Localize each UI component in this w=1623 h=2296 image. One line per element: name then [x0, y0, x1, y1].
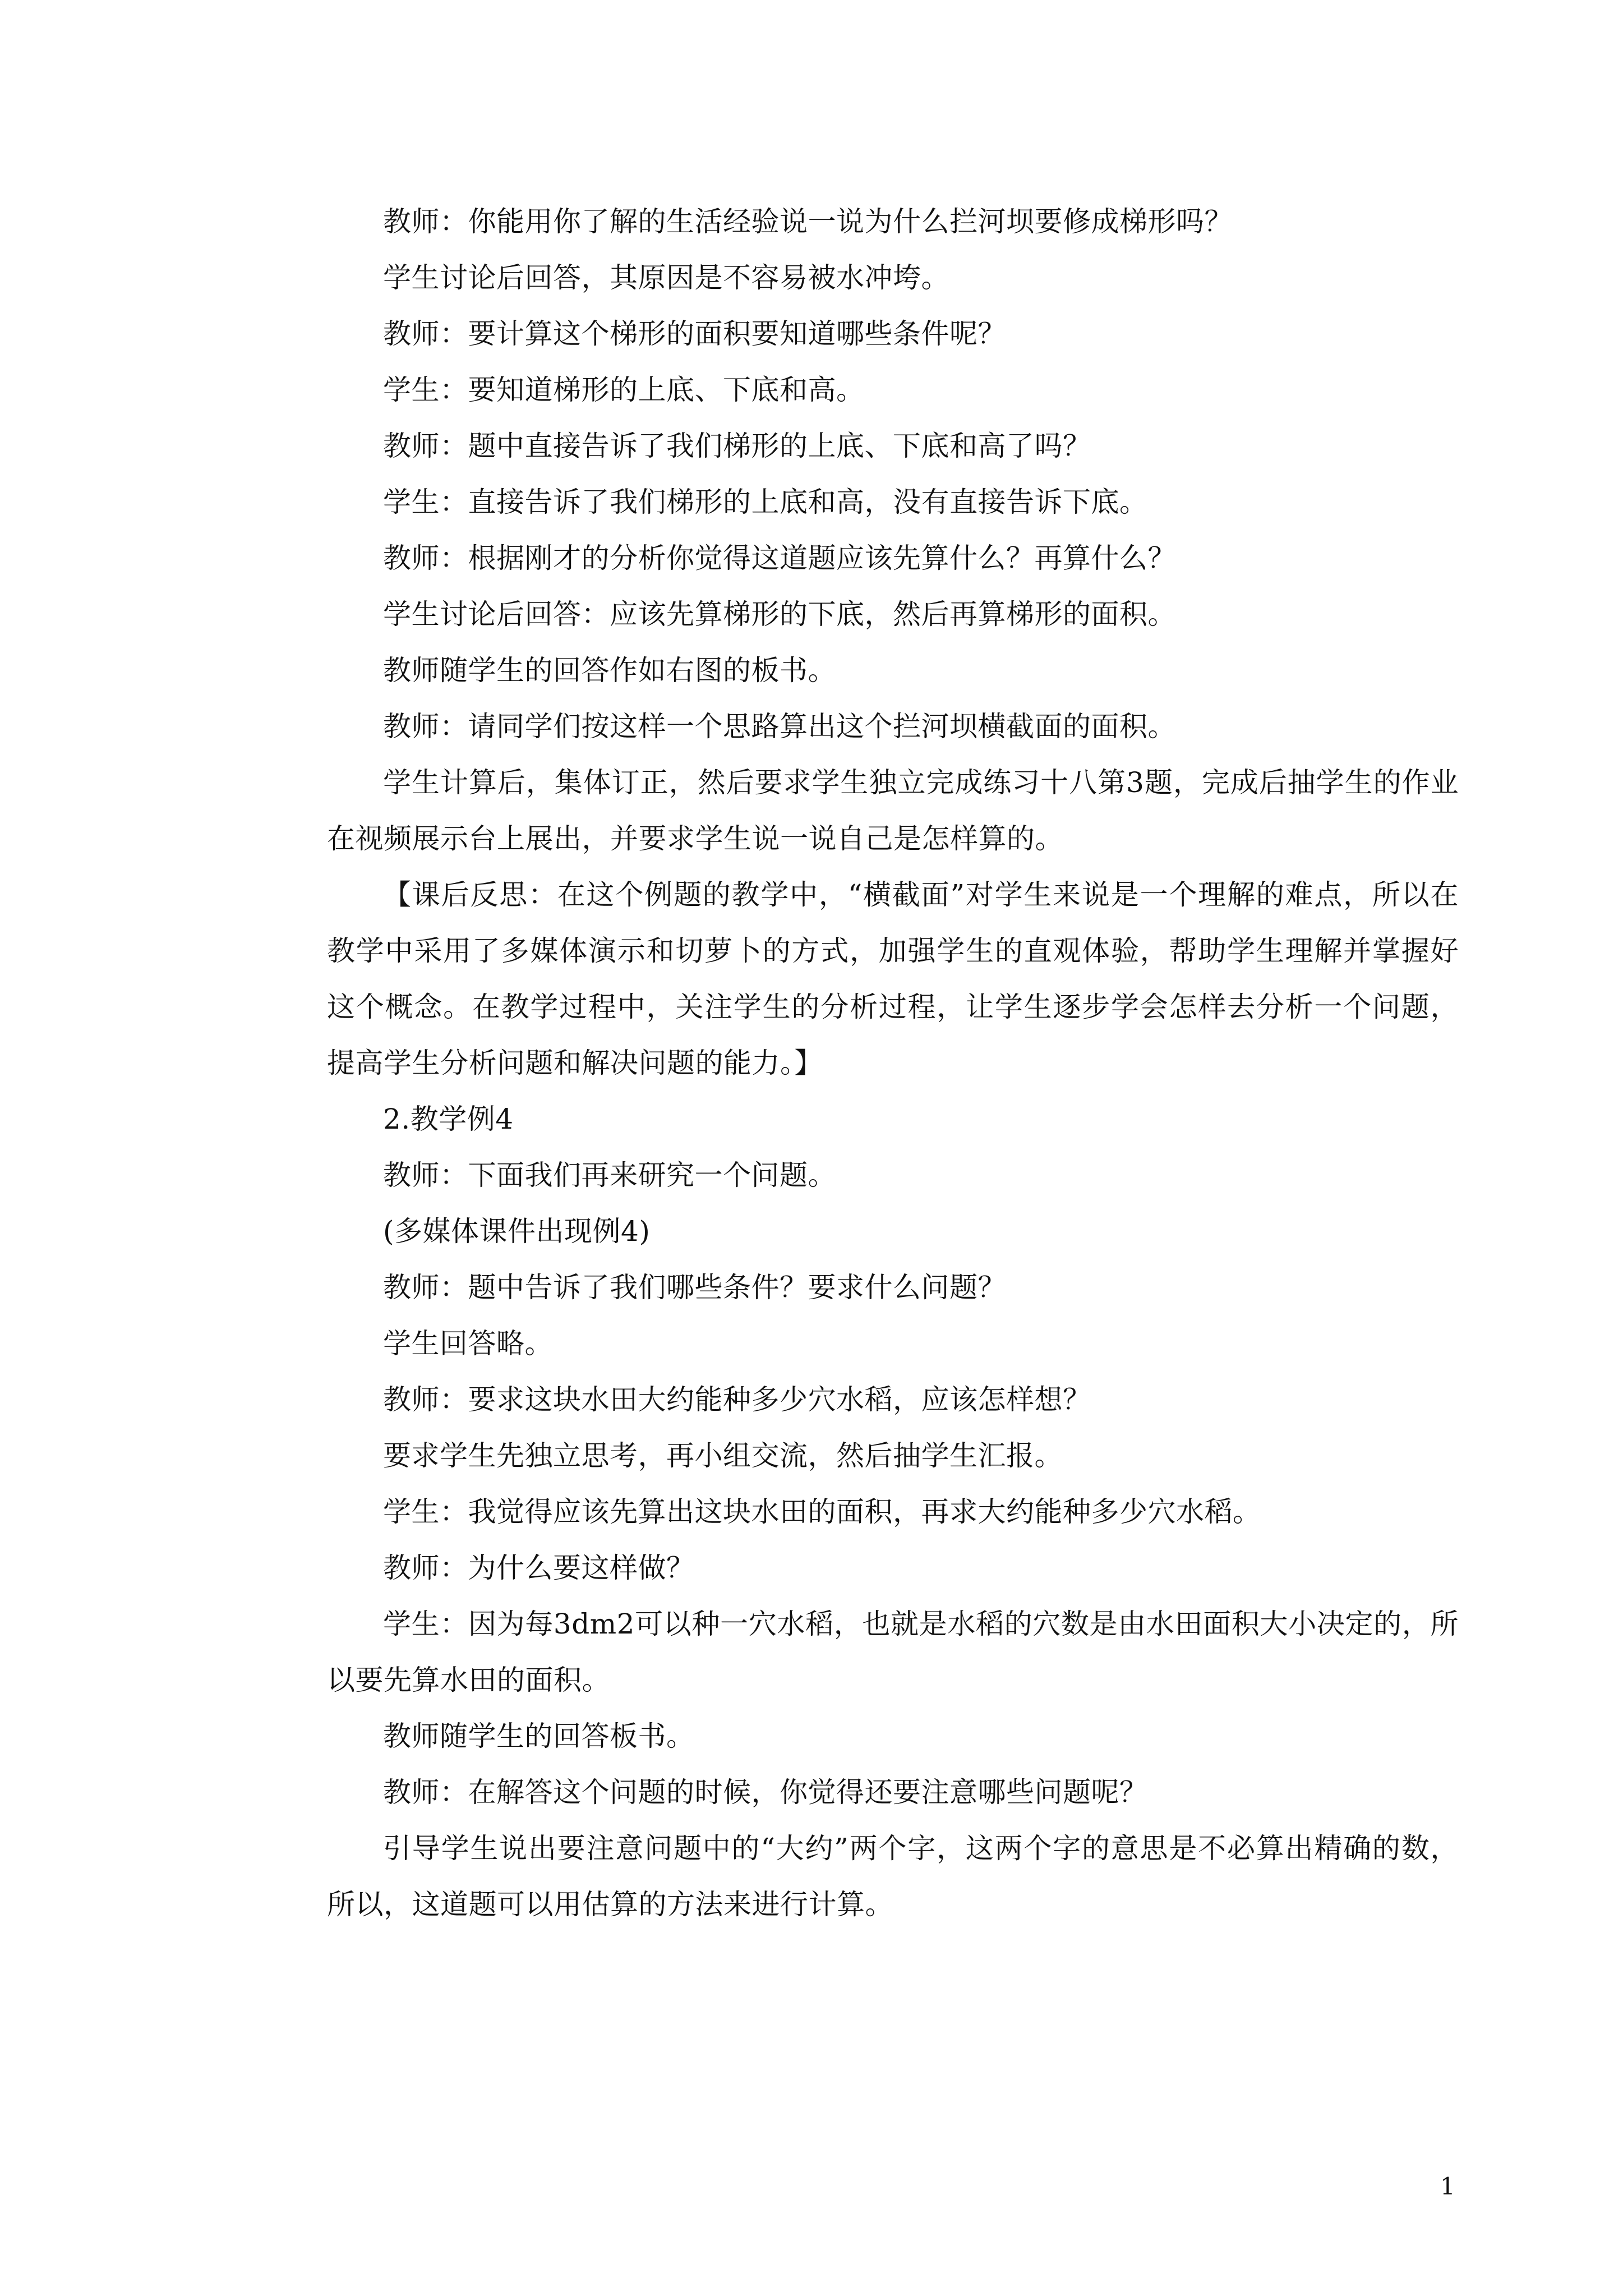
paragraph: 学生讨论后回答：应该先算梯形的下底，然后再算梯形的面积。: [383, 598, 1176, 631]
paragraph: 教师：为什么要这样做？: [383, 1552, 695, 1584]
paragraph: 要求学生先独立思考，再小组交流，然后抽学生汇报。: [383, 1439, 1063, 1472]
paragraph: 教师：根据刚才的分析你觉得这道题应该先算什么？再算什么？: [383, 542, 1176, 574]
paragraph: 教师：你能用你了解的生活经验说一说为什么拦河坝要修成梯形吗？: [383, 205, 1233, 238]
paragraph: 学生讨论后回答，其原因是不容易被水冲垮。: [383, 261, 949, 294]
page-number: 1: [1440, 2173, 1455, 2200]
reflection-paragraph: 【课后反思：在这个例题的教学中，“横截面”对学生来说是一个理解的难点，所以在教学中采用了多媒体演示和切萝卜的方式，加强学生的直观体验，帮助学生理解并掌握好这个概念。在教学过程中，关注学生的分析过程，让学生逐步学会怎样去分析一个问题，提高学生分析问题和解决问题的能力。】: [327, 878, 1459, 1079]
paragraph: 教师：要求这块水田大约能种多少穴水稻，应该怎样想？: [383, 1383, 1091, 1416]
paragraph: 引导学生说出要注意问题中的“大约”两个字，这两个字的意思是不必算出精确的数，所以，这道题可以用估算的方法来进行计算。: [327, 1832, 1459, 1921]
paragraph: 学生回答略。: [383, 1327, 553, 1360]
paragraph: 学生：因为每3dm2可以种一穴水稻，也就是水稻的穴数是由水田面积大小决定的，所以要先算水田的面积。: [327, 1608, 1459, 1696]
paragraph: 教师：下面我们再来研究一个问题。: [383, 1159, 836, 1191]
paragraph: (多媒体课件出现例4): [383, 1215, 651, 1248]
paragraph: 教师：要计算这个梯形的面积要知道哪些条件呢？: [383, 318, 1006, 350]
paragraph: 学生：直接告诉了我们梯形的上底和高，没有直接告诉下底。: [383, 486, 1148, 518]
paragraph: 学生：要知道梯形的上底、下底和高。: [383, 374, 865, 406]
paragraph: 教师随学生的回答板书。: [383, 1720, 695, 1752]
paragraph: 学生：我觉得应该先算出这块水田的面积，再求大约能种多少穴水稻。: [383, 1496, 1261, 1528]
paragraph: 教师：题中直接告诉了我们梯形的上底、下底和高了吗？: [383, 430, 1091, 462]
paragraph: 教师：请同学们按这样一个思路算出这个拦河坝横截面的面积。: [383, 710, 1176, 743]
document-body: [327, 194, 1459, 1932]
paragraph: 教师随学生的回答作如右图的板书。: [383, 654, 836, 687]
paragraph: 教师：在解答这个问题的时候，你觉得还要注意哪些问题呢？: [383, 1776, 1148, 1809]
paragraph: 学生计算后，集体订正，然后要求学生独立完成练习十八第3题，完成后抽学生的作业在视频展示台上展出，并要求学生说一说自己是怎样算的。: [327, 766, 1459, 855]
section-heading: 2.教学例4: [383, 1103, 514, 1135]
paragraph: 教师：题中告诉了我们哪些条件？要求什么问题？: [383, 1271, 1006, 1304]
